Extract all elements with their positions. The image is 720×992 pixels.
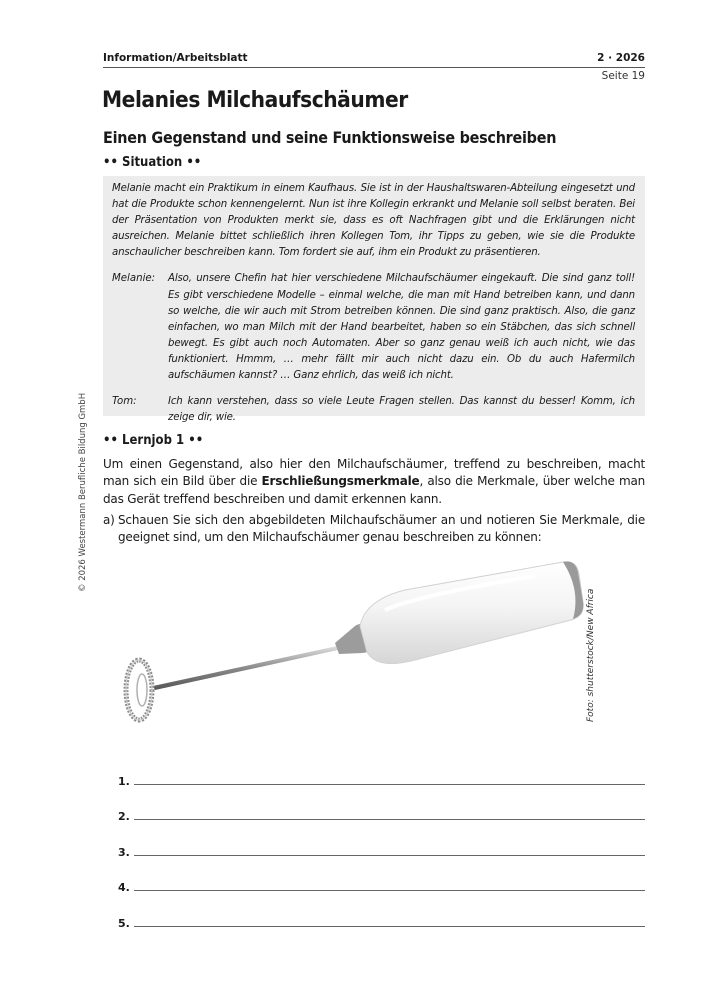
running-header [103, 52, 645, 68]
speech-text: Ich kann verstehen, dass so viele Leute Fragen stellen. Das kannst du besser! Komm, ich zeige dir, wie. [168, 396, 635, 424]
photo-credit: Foto: shutterstock/New Africa [586, 588, 596, 722]
dialog-tom [112, 394, 635, 426]
situation-intro: Melanie macht ein Praktikum in einem Kaufhaus. Sie ist in der Haushaltswaren-Abteilung eingesetzt und hat die Produkte schon kennengelernt. Nun ist ihre Kollegin erkrankt und Melanie soll selbst beraten. Bei der Präsentation von Produkten merkt sie, dass es oft Nachfragen gibt und die Erklärungen nicht ausreichen. Melanie bittet schließlich ihren Kollegen Tom, ihr Tipps zu geben, wie sie die Produkte anschaulicher beschreiben kann. Tom fordert sie auf, ihm ein Produkt zu präsentieren. [112, 183, 635, 259]
answer-lines [118, 752, 645, 930]
answer-line-5[interactable] [118, 894, 645, 930]
situation-heading: •• Situation •• [103, 155, 202, 170]
lernjob-heading: •• Lernjob 1 •• [103, 433, 204, 448]
intro-keyword: Erschließungsmerkmale [261, 474, 420, 489]
lernjob-intro [103, 456, 645, 508]
speaker-label: Melanie: [112, 273, 156, 285]
page-number: Seite 19 [601, 70, 645, 82]
answer-field[interactable] [134, 783, 645, 785]
intro-text: Um einen Gegenstand, also hier den Milchaufschäumer, treffend zu beschreiben, macht man sich ein Bild über die [103, 457, 645, 489]
answer-field[interactable] [134, 889, 645, 891]
milk-frother-image [115, 560, 595, 735]
dialog-melanie [112, 271, 635, 384]
answer-number: 4. [118, 881, 130, 894]
page-subtitle: Einen Gegenstand und seine Funktionsweise beschreiben [103, 128, 557, 147]
answer-field[interactable] [134, 925, 645, 927]
answer-line-1[interactable] [118, 752, 645, 788]
copyright-notice: © 2026 Westermann Berufliche Bildung GmbH [78, 392, 88, 592]
answer-line-3[interactable] [118, 823, 645, 859]
milk-frother-illustration [115, 560, 595, 735]
answer-field[interactable] [134, 854, 645, 856]
answer-line-2[interactable] [118, 788, 645, 824]
answer-field[interactable] [134, 818, 645, 820]
header-category: Information/Arbeitsblatt [103, 52, 248, 64]
answer-line-4[interactable] [118, 859, 645, 895]
answer-number: 5. [118, 916, 130, 930]
situation-box [103, 176, 645, 424]
speech-text: Also, unsere Chefin hat hier verschiedene Milchaufschäumer eingekauft. Die sind ganz toll! Es gibt verschiedene Modelle – einmal welche, die man mit Hand betreiben kann, und dann so welche, die wir auch mit Strom betreiben können. Die sind ganz praktisch. Also, die ganz einfachen, wo man Milch mit der Hand bearbeitet, haben so ein Stäbchen, das sich schnell bewegt. Es gibt auch noch Automaten. Aber so ganz genau weiß ich auch nicht, wie das funktioniert. Hmmm, … mehr fällt mir auch nicht dazu ein. Ob du auch Hafermilch aufschäumen kannst? … Ganz ehrlich, das weiß ich nicht. [168, 273, 635, 382]
page-title: Melanies Milchaufschäumer [102, 88, 408, 113]
intro-text: , also die Merkmale, über welche man das Gerät treffend beschreiben und damit erkennen kann. [103, 474, 645, 506]
answer-number: 3. [118, 845, 130, 859]
header-issue: 2 · 2026 [597, 52, 645, 64]
task-a [103, 512, 645, 547]
answer-number: 2. [118, 810, 130, 823]
task-text: Schauen Sie sich den abgebildeten Milchaufschäumer an und notieren Sie Merkmale, die geeignet sind, um den Milchaufschäumer genau beschreiben zu können: [118, 513, 645, 545]
task-marker: a) [103, 513, 115, 527]
speaker-label: Tom: [112, 396, 137, 408]
answer-number: 1. [118, 774, 130, 788]
